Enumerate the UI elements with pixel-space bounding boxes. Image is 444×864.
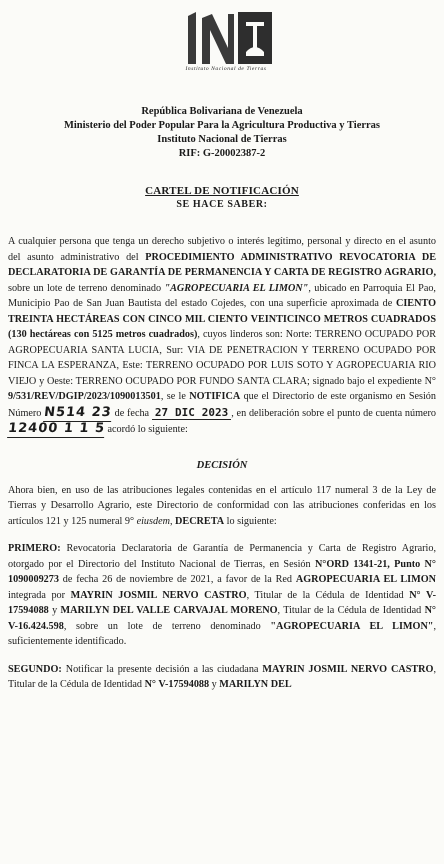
person-name: MAYRIN JOSMIL NERVO CASTRO	[70, 589, 247, 601]
intro-text: que el Directorio de este organismo en Sesión Número	[8, 391, 436, 419]
person-name: MARILYN DEL	[219, 679, 292, 690]
primero-text: y	[48, 605, 61, 616]
header-line-1: República Bolivariana de Venezuela	[141, 106, 303, 117]
property-name: "AGROPECUARIA EL LIMON"	[270, 620, 434, 632]
decision-text-italic: eiusdem	[136, 515, 170, 527]
notifica-word: NOTIFICA	[189, 391, 241, 402]
primero-text: , sobre un lote de terreno denominado	[63, 620, 271, 632]
decision-paragraph	[8, 483, 436, 530]
intro-text: , ubicado en Parroquia El Pao, Municipio Pao de San Juan Bautista del estado Cojedes, con una superficie aproximada de	[8, 282, 436, 309]
property-area: CIENTO TREINTA HECTÁREAS CON CINCO MIL CIENTO VEINTICINCO METROS CUADRADOS (130 hectáreas con 5125 metros cuadrados)	[8, 298, 436, 340]
primero-text: , Titular de la Cédula de Identidad	[277, 605, 425, 616]
primero-paragraph	[8, 541, 436, 650]
segundo-paragraph	[8, 662, 436, 693]
cartel-heading	[8, 184, 436, 212]
boundaries-text: , cuyos linderos son: Norte: TERRENO OCUPADO POR AGROPECUARIA SANTA LUCIA, Sur: VIA DE PENETRACION Y TERRENO OCUPADO POR FINCA LA ESPERANZA, Este: TERRENO OCUPADO POR LUIS SOTO Y AGROPECUARIA RIO VIEJO y Oeste: TERRENO OCUPADO POR FUNDO SANTA CLARA; signado bajo el expediente N°	[8, 329, 436, 387]
intro-text: A cualquier persona que tenga un derecho subjetivo o interés legítimo, personal y directo en el asunto del asunto administrativo del	[8, 236, 436, 263]
header-line-3: Instituto Nacional de Tierras	[157, 134, 287, 145]
segundo-text: , Titular de la Cédula de Identidad	[8, 663, 436, 690]
file-number: 9/531/REV/DGIP/2023/1090013501	[8, 391, 161, 402]
logo-caption: Instituto Nacional de Tierras	[185, 66, 267, 72]
id-number: N° V-17594088	[8, 589, 436, 616]
primero-text: de fecha 26 de noviembre de 2021, a favor de la Red	[58, 574, 296, 585]
session-date-stamp: 27 DIC 2023	[152, 406, 231, 420]
person-name: MARILYN DEL VALLE CARVAJAL MORENO	[60, 605, 278, 616]
intro-text: , en deliberación sobre el punto de cuenta número	[231, 407, 436, 419]
primero-text: , suficientemente identificado.	[8, 620, 437, 647]
inti-logo-icon	[162, 8, 282, 70]
person-name: MAYRIN JOSMIL NERVO CASTRO	[262, 663, 434, 675]
inti-logo	[162, 8, 282, 86]
intro-paragraph	[8, 234, 436, 438]
session-number-handwritten: N514 23	[43, 404, 113, 420]
intro-text: , se le	[160, 391, 190, 402]
institution-header	[8, 105, 436, 161]
decision-text: lo siguiente:	[224, 515, 277, 527]
property-name: "AGROPECUARIA EL LIMON"	[164, 282, 309, 294]
intro-text: sobre un lote de terreno denominado	[8, 282, 165, 294]
intro-text: acordó lo siguiente:	[104, 424, 188, 435]
procedure-name: PROCEDIMIENTO ADMINISTRATIVO REVOCATORIA DE DECLARATORIA DE GARANTÍA DE PERMANENCIA Y CARTA DE REGISTRO AGRARIO,	[8, 251, 436, 278]
id-number: N° V-16.424.598	[8, 605, 437, 632]
intro-text: de fecha	[111, 407, 152, 419]
segundo-text: y	[209, 679, 220, 690]
session-ref: N°ORD 1341-21, Punto N° 1090009273	[8, 558, 436, 585]
decision-title: DECISIÓN	[196, 459, 248, 471]
decreta-word: DECRETA	[175, 515, 225, 527]
id-number: N° V-17594088	[144, 679, 210, 690]
primero-text: integrada por	[8, 589, 71, 601]
primero-label: PRIMERO:	[8, 543, 61, 554]
point-number-handwritten: 12400 1 1 5	[7, 421, 106, 436]
red-name: AGROPECUARIA EL LIMON	[295, 574, 436, 585]
decision-text: Ahora bien, en uso de las atribuciones legales contenidas en el artículo 117 numeral 3 de la Ley de Tierras y Desarrollo Agrario, este Directorio de conformidad con las atribuciones conferidas en los artículos 121 y 125 numeral 9°	[8, 484, 436, 527]
cartel-subtitle: SE HACE SABER:	[176, 199, 268, 210]
primero-text: Revocatoria Declaratoria de Garantía de Permanencia y Carta de Registro Agrario, otorgado por el Directorio del Instituto Nacional de Tierras, en Sesión	[8, 543, 436, 570]
header-rif: RIF: G-20002387-2	[178, 148, 266, 159]
cartel-title: CARTEL DE NOTIFICACIÓN	[145, 185, 299, 197]
header-line-2: Ministerio del Poder Popular Para la Agricultura Productiva y Tierras	[63, 120, 381, 131]
segundo-text: Notificar la presente decisión a las ciudadana	[61, 663, 263, 675]
primero-text: , Titular de la Cédula de Identidad	[246, 589, 410, 601]
segundo-label: SEGUNDO:	[8, 663, 62, 675]
decision-text: ,	[169, 515, 176, 527]
